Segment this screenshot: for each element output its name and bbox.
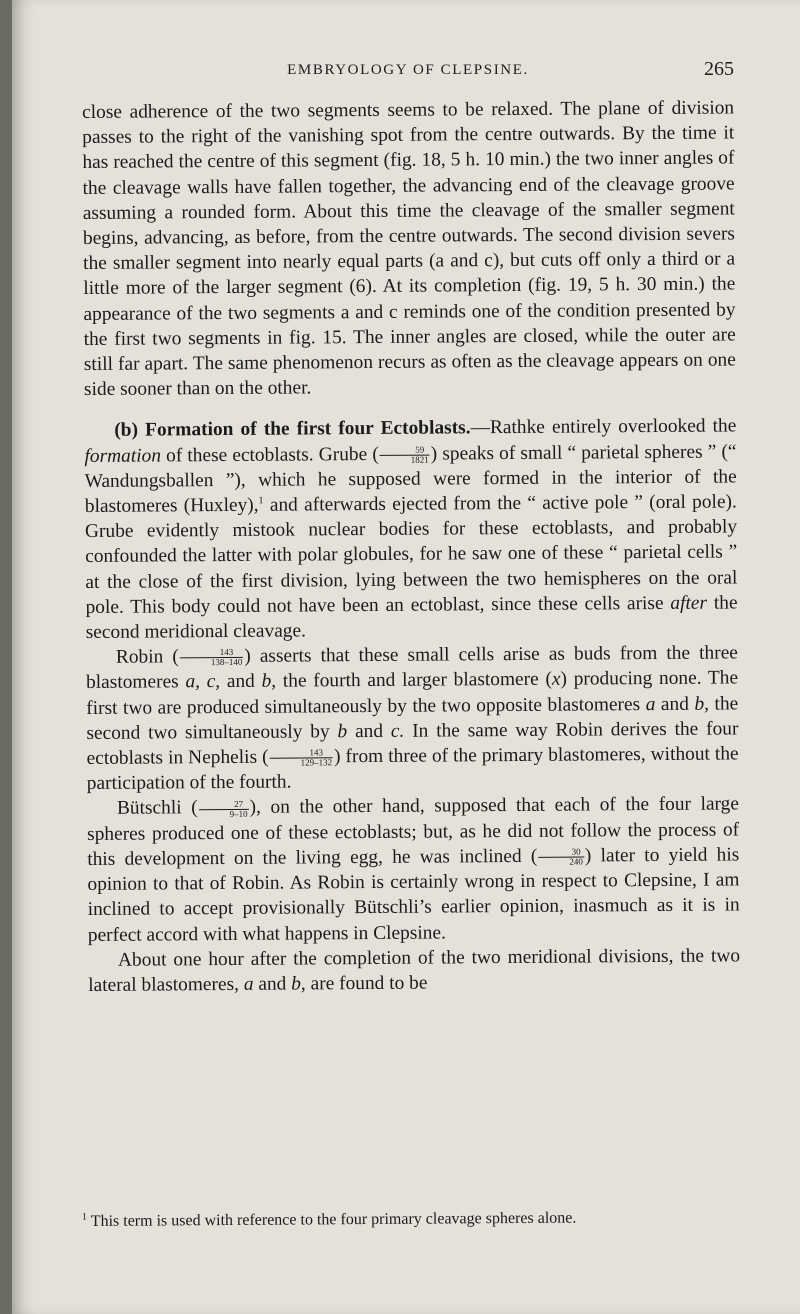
paragraph-3: Robin ( $\frac{143}{138-140}$ ) asserts that these small cells arise as buds from the three blastomeres a, c, and b, the fourth and larger blastomere (x) producing none. The first two are produced simultaneously by the two opposite blastomeres a and b, the second two simultaneously by b and c. In the same way Robin derives the four ectoblasts in Nephelis ( $\frac{143}{129-132}$ ) from three of the primary blastomeres, without the participation of the fourth. (85, 642, 739, 795)
paragraph-1: close adherence of the two segments seems to be relaxed. The plane of division passes to the right of the vanishing spot from the centre outwards. By the time it has reached the centre of this segment (fig. 18, 5 h. 10 min.) the two inner angles of the cleavage walls have fallen together, the advancing end of the cleavage groove assuming a rounded form. About this time the cleavage of the smaller segment begins, advancing, as before, from the centre outwards. The second division severs the smaller segment into nearly equal parts (a and c), but cuts off only a third or a little more of the larger segment (6). At its completion (fig. 19, 5 h. 30 min.) the appearance of the two segments a and c reminds one of the condition presented by the first two segments in fig. 15. The inner angles are closed, while the outer are still far apart. The same phenomenon recurs as often as the cleavage appears on one side sooner than on the other. (82, 97, 736, 401)
citation-fraction: $\frac{30}{240}$ (538, 847, 584, 866)
text-run: the second meridional cleavage. (85, 592, 738, 644)
paragraph-5: About one hour after the completion of the two meridional divisions, the two lateral blastomeres, a and b, are found to be (88, 945, 741, 996)
section-heading: (b) Formation of the first four Ectoblasts. (114, 417, 471, 442)
footnote-text: This term is used with reference to the four primary cleavage spheres alone. (87, 1209, 577, 1230)
italic-run: formation (84, 445, 162, 467)
book-page (12, 0, 800, 1314)
citation-fraction: $\frac{143}{129-132}$ (269, 748, 333, 767)
running-title: EMBRYOLOGY OF CLEPSINE. (287, 62, 529, 78)
text-run: of these ectoblasts. Grube ( (160, 443, 379, 467)
page-number: 265 (704, 58, 734, 80)
italic-run: after (670, 592, 708, 614)
footnote-marker: 1 (81, 1211, 88, 1223)
footnote-marker: 1 (258, 495, 264, 507)
paragraph-4: Bütschli ( $\frac{27}{9-10}$ ), on the other hand, supposed that each of the four large spheres produced one of these ectoblasts; but, as he did not follow the process of this development on the living egg, he was inclined ( $\frac{30}{240}$ ) later to yield his opinion to that of Robin. As Robin is certainly wrong in respect to Clepsine, I am inclined to accept provisionally Bütschli’s earlier opinion, inasmuch as it is in perfect accord with what happens in Clepsine. (87, 793, 740, 946)
text-run: ) speaks of small “ parietal spheres ” (“ Wandungsballen ”), which he supposed were formed in the interior of the blastomeres (Huxley), (84, 441, 737, 518)
body-text (82, 95, 740, 998)
citation-fraction: $\frac{143}{138-140}$ (180, 648, 244, 667)
page-header (82, 58, 734, 88)
paragraph-2 (84, 414, 738, 645)
text-run: and afterwards ejected from the “ active pole ” (oral pole). Grube evidently mistook nuclear bodies for these ectoblasts, and probably confounded the latter with polar globules, for he saw one of these “ parietal cells ” at the close of the first division, lying between the two hemispheres on the oral pole. This body could not have been an ectoblast, since these cells arise (84, 491, 738, 618)
citation-fraction: $\frac{59}{1821}$ (380, 445, 430, 464)
citation-fraction: $\frac{27}{9-10}$ (199, 799, 249, 818)
footnote (82, 1207, 734, 1232)
text-run: —Rathke entirely overlooked the (470, 415, 737, 439)
